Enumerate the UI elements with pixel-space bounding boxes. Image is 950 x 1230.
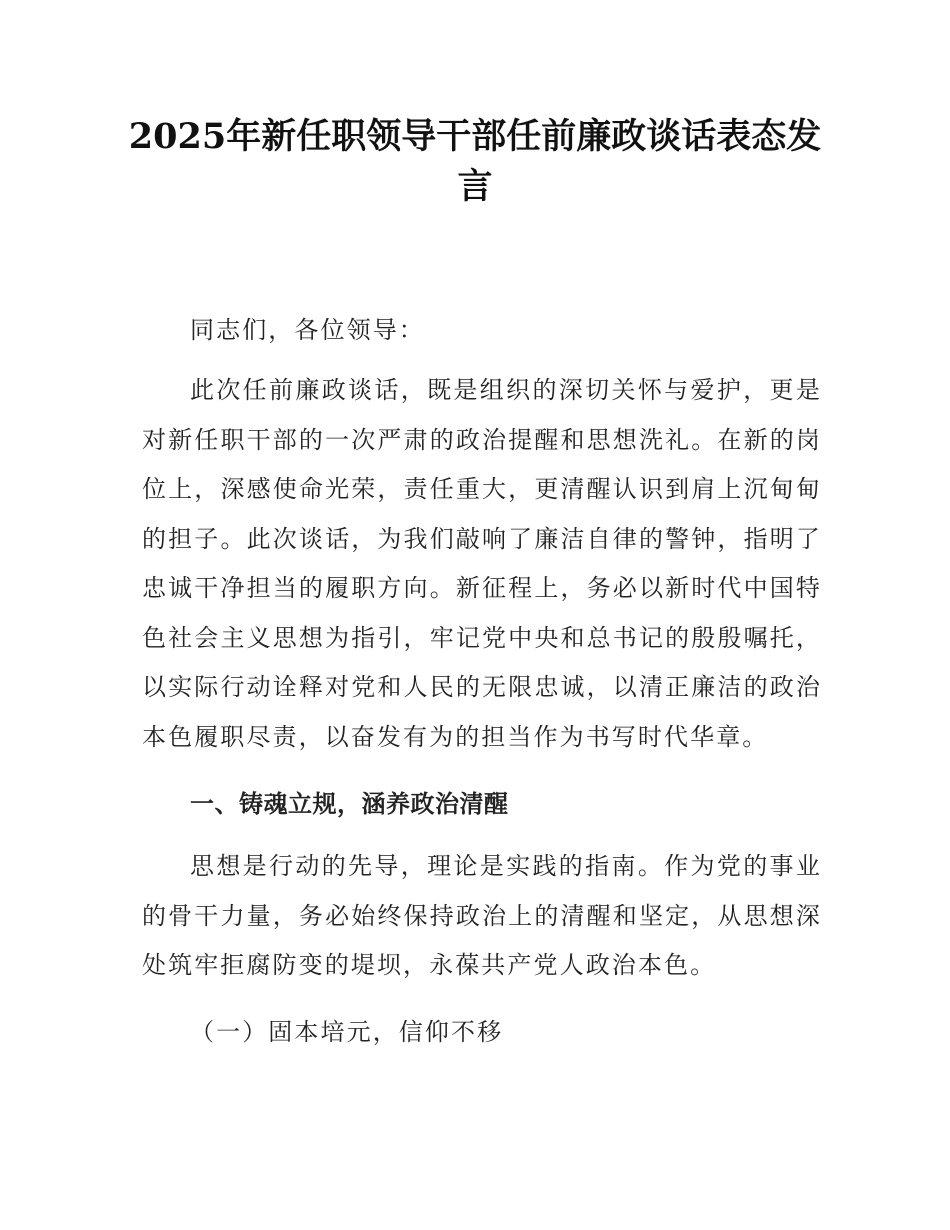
section-heading-1: 一、铸魂立规，涵养政治清醒 <box>190 790 509 818</box>
greeting-line: 同志们，各位领导： <box>190 316 425 344</box>
subsection-heading-1: （一）固本培元，信仰不移 <box>190 1018 504 1046</box>
paragraph-intro: 此次任前廉政谈话，既是组织的深切关怀与爱护，更是对新任职干部的一次严肃的政治提醒和思想洗礼。在新的岗位上，深感使命光荣，责任重大，更清醒认识到肩上沉甸甸的担子。此次谈话，为我们敲响了廉洁自律的警钟，指明了忠诚干净担当的履职方向。新征程上，务必以新时代中国特色社会主义思想为指引，牢记党中央和总书记的殷殷嘱托，以实际行动诠释对党和人民的无限忠诚，以清正廉洁的政治本色履职尽责，以奋发有为的担当作为书写时代华章。 <box>142 376 822 751</box>
paragraph-section-1: 思想是行动的先导，理论是实践的指南。作为党的事业的骨干力量，务必始终保持政治上的清醒和坚定，从思想深处筑牢拒腐防变的堤坝，永葆共产党人政治本色。 <box>142 852 822 979</box>
document-title: 2025年新任职领导干部任前廉政谈话表态发言 <box>128 116 822 207</box>
